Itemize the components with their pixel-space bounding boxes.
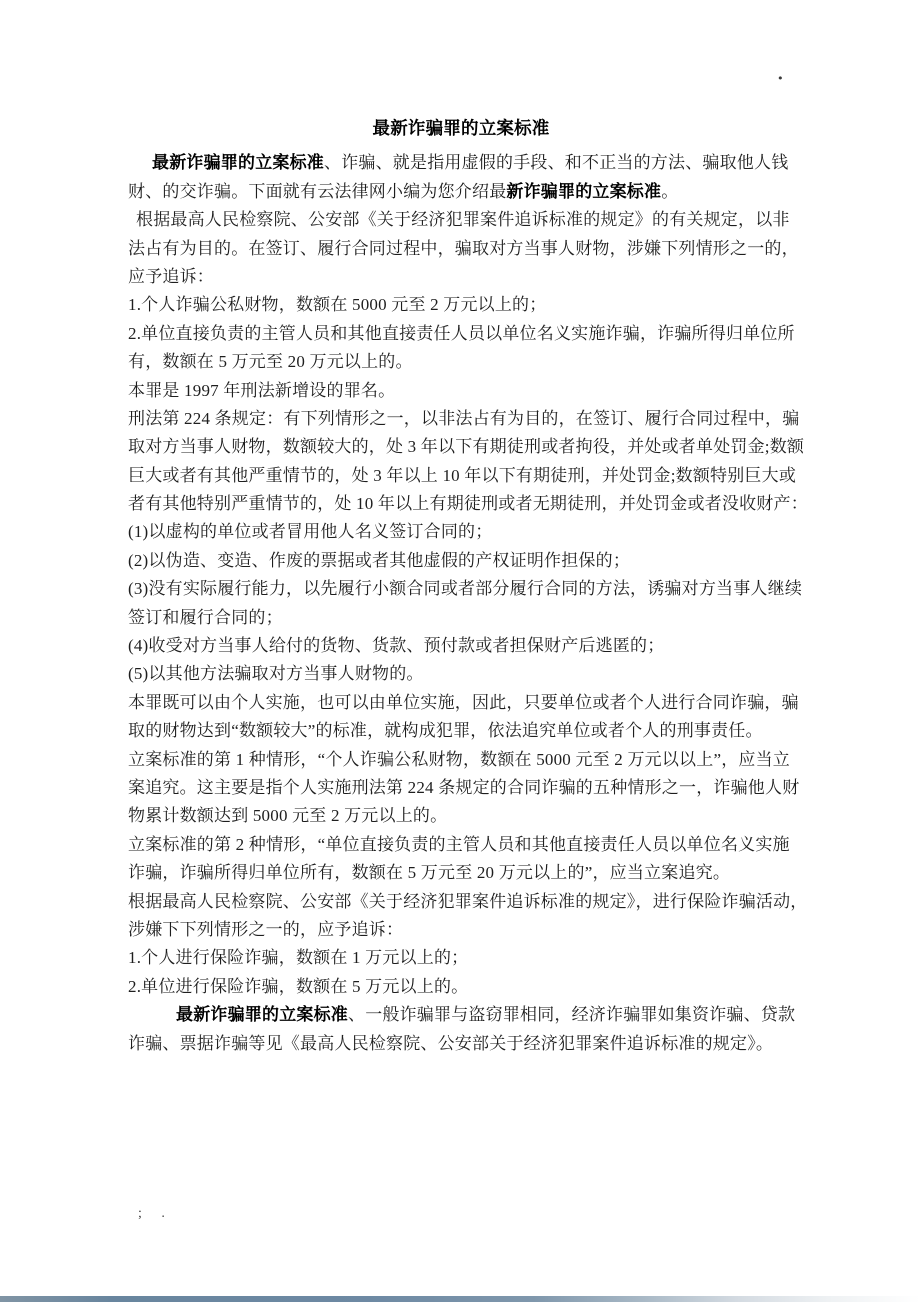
document-body [128,114,822,1058]
text-line [128,348,822,376]
bold-text-segment: 最新诈骗罪的立案标准 [152,153,324,173]
text-segment: 根据最高人民检察院、公安部《关于经济犯罪案件追诉标准的规定》，进行保险诈骗活动， [128,891,808,911]
text-line [128,518,822,546]
text-line [128,944,822,972]
text-segment: 签订和履行合同的； [128,607,283,627]
text-segment: 诈骗、票据诈骗等见《最高人民检察院、公安部关于经济犯罪案件追诉标准的规定》。 [128,1033,774,1053]
text-segment: 1.个人进行保险诈骗，数额在 1 万元以上的； [128,948,469,968]
text-line [128,1001,822,1029]
bottom-gradient-bar [0,1296,920,1302]
text-line [128,149,822,177]
text-line [128,859,822,887]
text-line [128,802,822,830]
text-line [128,433,822,461]
text-segment: 案追究。这主要是指个人实施刑法第 224 条规定的合同诈骗的五种情形之一，诈骗他人财 [128,777,800,797]
text-line [128,206,822,234]
bold-text-segment: 最新诈骗罪的立案标准 [176,1005,348,1025]
text-segment: 应予追诉： [128,266,214,286]
stray-punctuation: ; . [138,1206,173,1221]
text-segment: 者有其他特别严重情节的，处 10 年以上有期徒刑或者无期徒刑，并处罚金或者没收财产： [128,494,808,514]
text-segment: 本罪是 1997 年刑法新增设的罪名。 [128,380,396,400]
text-segment: 、诈骗、就是指用虚假的手段、和不正当的方法、骗取他人钱 [324,153,789,173]
text-segment: 取对方当事人财物，数额较大的，处 3 年以下有期徒刑或者拘役，并处或者单处罚金;数额 [128,437,805,457]
text-segment: 有，数额在 5 万元至 20 万元以上的。 [128,352,413,372]
document-title [128,114,822,142]
text-segment: 2.单位直接负责的主管人员和其他直接责任人员以单位名义实施诈骗，诈骗所得归单位所 [128,323,795,343]
text-segment: 涉嫌下下列情形之一的，应予追诉： [128,919,404,939]
text-segment: 物累计数额达到 5000 元至 2 万元以上的。 [128,806,448,826]
text-segment: 刑法第 224 条规定：有下列情形之一，以非法占有为目的，在签订、履行合同过程中，骗 [128,408,800,428]
text-segment: 立案标准的第 1 种情形，“个人诈骗公私财物，数额在 5000 元至 2 万元以以上”，应当立 [128,749,790,769]
stray-speck: • [777,72,784,85]
text-line [128,746,822,774]
text-line [128,547,822,575]
text-segment: 巨大或者有其他严重情节的，处 3 年以上 10 年以下有期徒刑，并处罚金;数额特别巨大或 [128,465,797,485]
text-segment: 、一般诈骗罪与盗窃罪相同，经济诈骗罪如集资诈骗、贷款 [348,1005,796,1025]
text-segment: 。 [661,181,679,201]
text-line [128,575,822,603]
text-segment: 本罪既可以由个人实施，也可以由单位实施，因此，只要单位或者个人进行合同诈骗，骗 [128,692,799,712]
text-line [128,490,822,518]
text-line [128,291,822,319]
text-segment: (4)收受对方当事人给付的货物、货款、预付款或者担保财产后逃匿的； [128,636,665,656]
text-line [128,462,822,490]
text-line [128,689,822,717]
text-segment: 法占有为目的。在签订、履行合同过程中，骗取对方当事人财物，涉嫌下列情形之一的， [128,238,799,258]
text-segment: 取的财物达到“数额较大”的标准，就构成犯罪，依法追究单位或者个人的刑事责任。 [128,721,763,741]
text-segment: 2.单位进行保险诈骗，数额在 5 万元以上的。 [128,976,469,996]
bold-text-segment: 最新诈骗罪的立案标准 [372,118,550,138]
text-line [128,405,822,433]
text-line [128,717,822,745]
text-segment: (2)以伪造、变造、作废的票据或者其他虚假的产权证明作担保的； [128,550,631,570]
text-segment: 财、的交诈骗。下面就有云法律网小编为您介绍最 [128,181,507,201]
text-line [128,377,822,405]
text-line [128,604,822,632]
text-line [128,831,822,859]
text-line [128,774,822,802]
text-line [128,916,822,944]
text-line [128,888,822,916]
text-segment: 诈骗，诈骗所得归单位所有，数额在 5 万元至 20 万元以上的”，应当立案追究。 [128,863,731,883]
text-line [128,320,822,348]
text-line [128,263,822,291]
text-line [128,178,822,206]
text-line [128,973,822,1001]
text-segment: 根据最高人民检察院、公安部《关于经济犯罪案件追诉标准的规定》的有关规定，以非 [136,210,790,230]
text-line [128,235,822,263]
text-line [128,632,822,660]
text-segment: (5)以其他方法骗取对方当事人财物的。 [128,664,424,684]
text-segment: 1.个人诈骗公私财物，数额在 5000 元至 2 万元以上的； [128,295,547,315]
text-line [128,1030,822,1058]
text-segment: 立案标准的第 2 种情形，“单位直接负责的主管人员和其他直接责任人员以单位名义实施 [128,834,790,854]
bold-text-segment: 新诈骗罪的立案标准 [506,181,662,201]
text-segment: (3)没有实际履行能力，以先履行小额合同或者部分履行合同的方法，诱骗对方当事人继续 [128,579,803,599]
text-line [128,660,822,688]
text-segment: (1)以虚构的单位或者冒用他人名义签订合同的； [128,522,493,542]
